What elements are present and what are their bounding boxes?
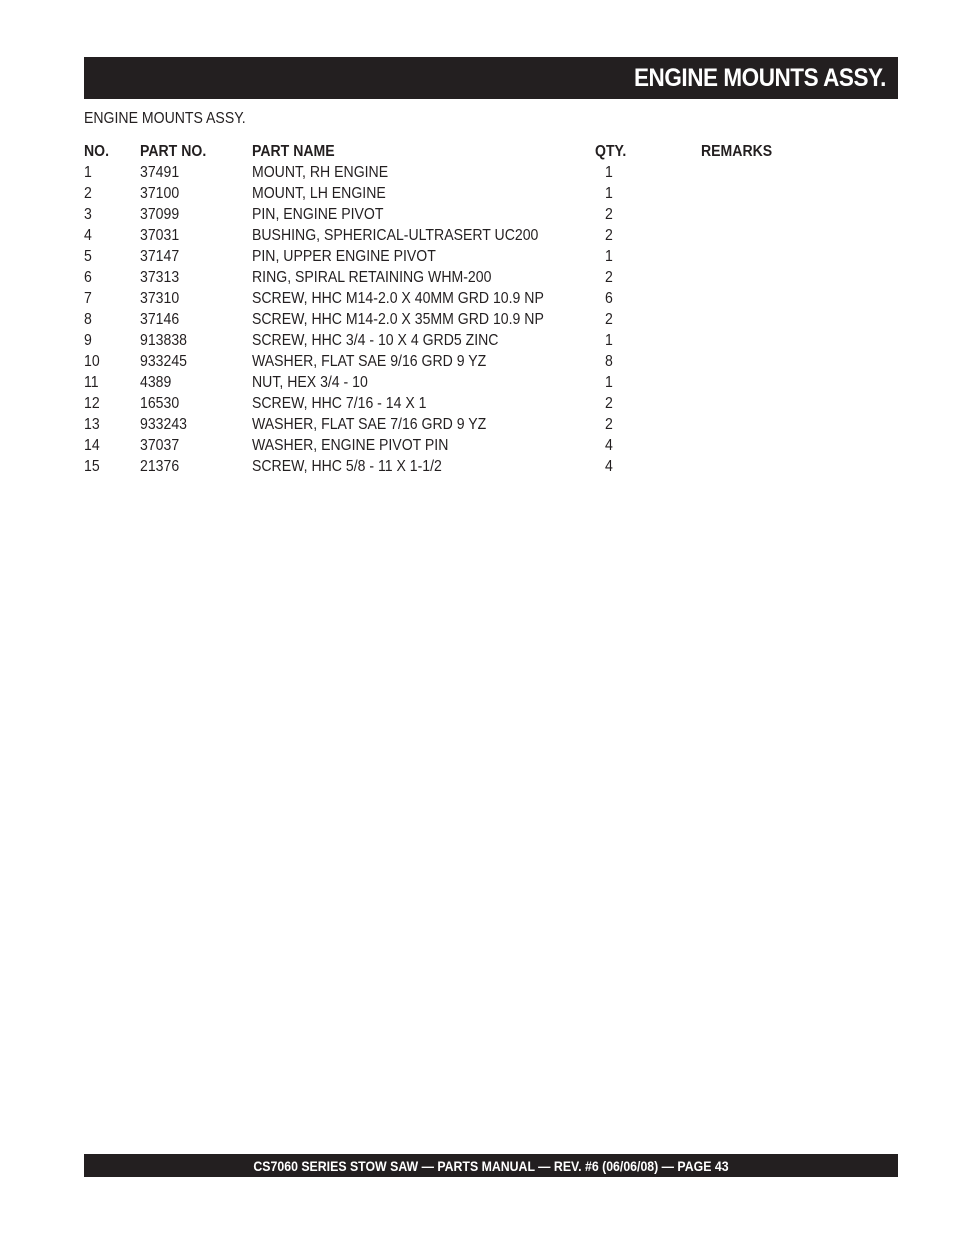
cell-part-no: 37491	[140, 164, 180, 181]
cell-remarks	[701, 267, 821, 288]
cell-remarks	[701, 351, 821, 372]
cell-qty: 1	[605, 332, 613, 349]
cell-qty: 8	[605, 353, 613, 370]
cell-no: 6	[84, 269, 92, 286]
cell-qty: 2	[605, 227, 613, 244]
cell-no: 15	[84, 458, 100, 475]
cell-part-name: WASHER, FLAT SAE 7/16 GRD 9 YZ	[252, 416, 487, 433]
table-row	[84, 330, 821, 351]
cell-qty: 1	[605, 164, 613, 181]
cell-part-name: PIN, UPPER ENGINE PIVOT	[252, 248, 436, 265]
cell-no: 14	[84, 437, 100, 454]
cell-qty: 1	[605, 185, 613, 202]
cell-part-name: SCREW, HHC 3/4 - 10 X 4 GRD5 ZINC	[252, 332, 499, 349]
cell-remarks	[701, 456, 821, 477]
cell-qty: 2	[605, 269, 613, 286]
cell-part-no: 933245	[140, 353, 187, 370]
cell-remarks	[701, 309, 821, 330]
cell-qty: 1	[605, 248, 613, 265]
cell-no: 5	[84, 248, 92, 265]
cell-part-no: 37100	[140, 185, 180, 202]
cell-remarks	[701, 372, 821, 393]
cell-no: 7	[84, 290, 92, 307]
table-header-row	[84, 141, 821, 162]
cell-qty: 4	[605, 458, 613, 475]
cell-part-name: MOUNT, RH ENGINE	[252, 164, 389, 181]
cell-remarks	[701, 435, 821, 456]
cell-part-name: RING, SPIRAL RETAINING WHM-200	[252, 269, 492, 286]
cell-remarks	[701, 183, 821, 204]
cell-part-no: 37146	[140, 311, 180, 328]
table-row	[84, 183, 821, 204]
cell-no: 3	[84, 206, 92, 223]
cell-part-no: 913838	[140, 332, 187, 349]
cell-no: 13	[84, 416, 100, 433]
cell-no: 12	[84, 395, 100, 412]
cell-no: 1	[84, 164, 92, 181]
cell-part-no: 4389	[140, 374, 172, 391]
table-row	[84, 414, 821, 435]
table-row	[84, 456, 821, 477]
page-header-bar	[84, 57, 898, 99]
column-header-no: NO.	[84, 143, 110, 160]
cell-no: 4	[84, 227, 92, 244]
cell-remarks	[701, 204, 821, 225]
cell-qty: 6	[605, 290, 613, 307]
table-row	[84, 267, 821, 288]
cell-qty: 2	[605, 311, 613, 328]
page-title: ENGINE MOUNTS ASSY.	[634, 63, 886, 92]
cell-remarks	[701, 288, 821, 309]
cell-part-no: 37031	[140, 227, 180, 244]
cell-remarks	[701, 246, 821, 267]
cell-part-no: 37147	[140, 248, 180, 265]
cell-remarks	[701, 414, 821, 435]
cell-part-no: 37310	[140, 290, 180, 307]
table-row	[84, 372, 821, 393]
section-subtitle: ENGINE MOUNTS ASSY.	[84, 110, 246, 127]
cell-part-name: SCREW, HHC 5/8 - 11 X 1-1/2	[252, 458, 442, 475]
cell-remarks	[701, 225, 821, 246]
cell-part-no: 21376	[140, 458, 180, 475]
column-header-part-name: PART NAME	[252, 143, 335, 160]
cell-qty: 4	[605, 437, 613, 454]
column-header-remarks: REMARKS	[701, 143, 773, 160]
table-row	[84, 309, 821, 330]
cell-qty: 2	[605, 416, 613, 433]
cell-no: 11	[84, 374, 99, 391]
cell-part-name: SCREW, HHC M14-2.0 X 35MM GRD 10.9 NP	[252, 311, 544, 328]
parts-table-body	[84, 162, 821, 477]
cell-part-name: SCREW, HHC 7/16 - 14 X 1	[252, 395, 427, 412]
table-row	[84, 393, 821, 414]
table-row	[84, 162, 821, 183]
cell-remarks	[701, 162, 821, 183]
cell-remarks	[701, 393, 821, 414]
column-header-qty: QTY.	[595, 143, 627, 160]
table-row	[84, 351, 821, 372]
cell-part-name: WASHER, FLAT SAE 9/16 GRD 9 YZ	[252, 353, 487, 370]
cell-part-no: 16530	[140, 395, 180, 412]
cell-part-name: PIN, ENGINE PIVOT	[252, 206, 384, 223]
cell-qty: 2	[605, 206, 613, 223]
column-header-part-no: PART NO.	[140, 143, 207, 160]
cell-part-name: SCREW, HHC M14-2.0 X 40MM GRD 10.9 NP	[252, 290, 544, 307]
cell-part-no: 37313	[140, 269, 180, 286]
cell-part-name: BUSHING, SPHERICAL-ULTRASERT UC200	[252, 227, 539, 244]
footer-text: CS7060 SERIES STOW SAW — PARTS MANUAL — REV. #6 (06/06/08) — PAGE 43	[253, 1157, 729, 1174]
cell-part-name: MOUNT, LH ENGINE	[252, 185, 386, 202]
table-row	[84, 204, 821, 225]
cell-no: 10	[84, 353, 100, 370]
cell-no: 8	[84, 311, 92, 328]
cell-part-no: 37037	[140, 437, 180, 454]
table-row	[84, 225, 821, 246]
table-row	[84, 246, 821, 267]
cell-qty: 2	[605, 395, 613, 412]
table-row	[84, 288, 821, 309]
cell-part-no: 933243	[140, 416, 187, 433]
cell-no: 9	[84, 332, 92, 349]
cell-part-name: WASHER, ENGINE PIVOT PIN	[252, 437, 449, 454]
parts-table	[84, 141, 821, 477]
cell-remarks	[701, 330, 821, 351]
cell-part-no: 37099	[140, 206, 180, 223]
page-footer-bar	[84, 1154, 898, 1177]
cell-qty: 1	[605, 374, 613, 391]
table-row	[84, 435, 821, 456]
cell-no: 2	[84, 185, 92, 202]
cell-part-name: NUT, HEX 3/4 - 10	[252, 374, 368, 391]
